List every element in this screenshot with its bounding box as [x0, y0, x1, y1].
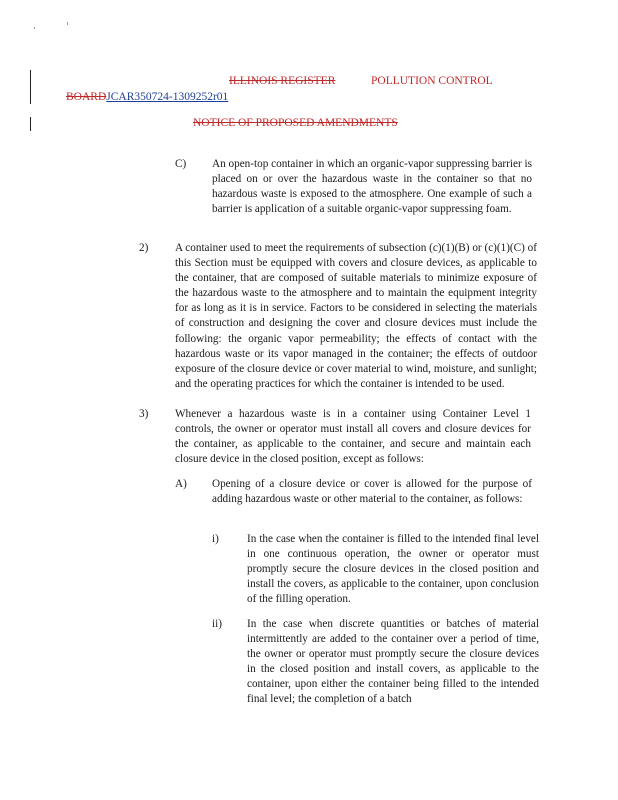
change-bar-top — [30, 70, 31, 104]
board-struck: BOARD — [66, 91, 107, 103]
change-bar-notice — [30, 117, 31, 131]
register-title-struck: ILLINOIS REGISTER — [229, 75, 336, 87]
item-label-ii: ii) — [212, 618, 222, 630]
jcar-id: JCAR350724-1309252r01 — [106, 91, 229, 103]
scan-speck — [34, 27, 35, 29]
notice-heading-struck: NOTICE OF PROPOSED AMENDMENTS — [193, 117, 398, 129]
item-text-ii: In the case when discrete quantities or batches of material intermittently are added to the container over a period of time, the owner or operator must promptly secure the closure devices in the closed position and install covers, as applicable to the container, upon either the container being filled to the intended final level; the completion of a batch — [247, 618, 539, 706]
item-label-i: i) — [212, 533, 219, 545]
item-label-a: A) — [175, 478, 187, 490]
item-label-c: C) — [175, 158, 187, 170]
item-text-3: Whenever a hazardous waste is in a container using Container Level 1 controls, the owner or operator must install all covers and closure devices for the container, as applicable to the container, and secure and maintain each closure device in the closed position, except as follows: — [175, 408, 531, 466]
item-text-c: An open-top container in which an organic-vapor suppressing barrier is placed on or over the hazardous waste in the container so that no hazardous waste is exposed to the atmosphere. One example of such a barrier is application of a suitable organic-vapor suppressing foam. — [212, 158, 532, 216]
item-label-3: 3) — [139, 408, 149, 420]
item-text-a: Opening of a closure device or cover is allowed for the purpose of adding hazardous waste or other material to the container, as follows: — [212, 478, 532, 506]
item-text-2: A container used to meet the requirements of subsection (c)(1)(B) or (c)(1)(C) of this Section must be equipped with covers and closure devices, as applicable to the container, that are composed of suitable materials to minimize exposure of the hazardous waste to the atmosphere and to maintain the equipment integrity for as long as it is in service. Factors to be considered in selecting the materials of construction and designing the cover and closure devices must include the following: the organic vapor permeability; the effects of contact with the hazardous waste or its vapor managed in the container; the effects of outdoor exposure of the closure device or cover material to wind, moisture, and sunlight; and the operating practices for which the container is intended to be used. — [175, 242, 537, 390]
item-text-i: In the case when the container is filled to the intended final level in one continuous operation, the owner or operator must promptly secure the closure devices in the closed position and install the covers, as applicable to the container, upon conclusion of the filling operation. — [247, 533, 539, 606]
section-title: POLLUTION CONTROL — [371, 75, 493, 87]
scan-speck — [67, 22, 68, 25]
board-line — [66, 91, 228, 103]
item-label-2: 2) — [139, 242, 149, 254]
